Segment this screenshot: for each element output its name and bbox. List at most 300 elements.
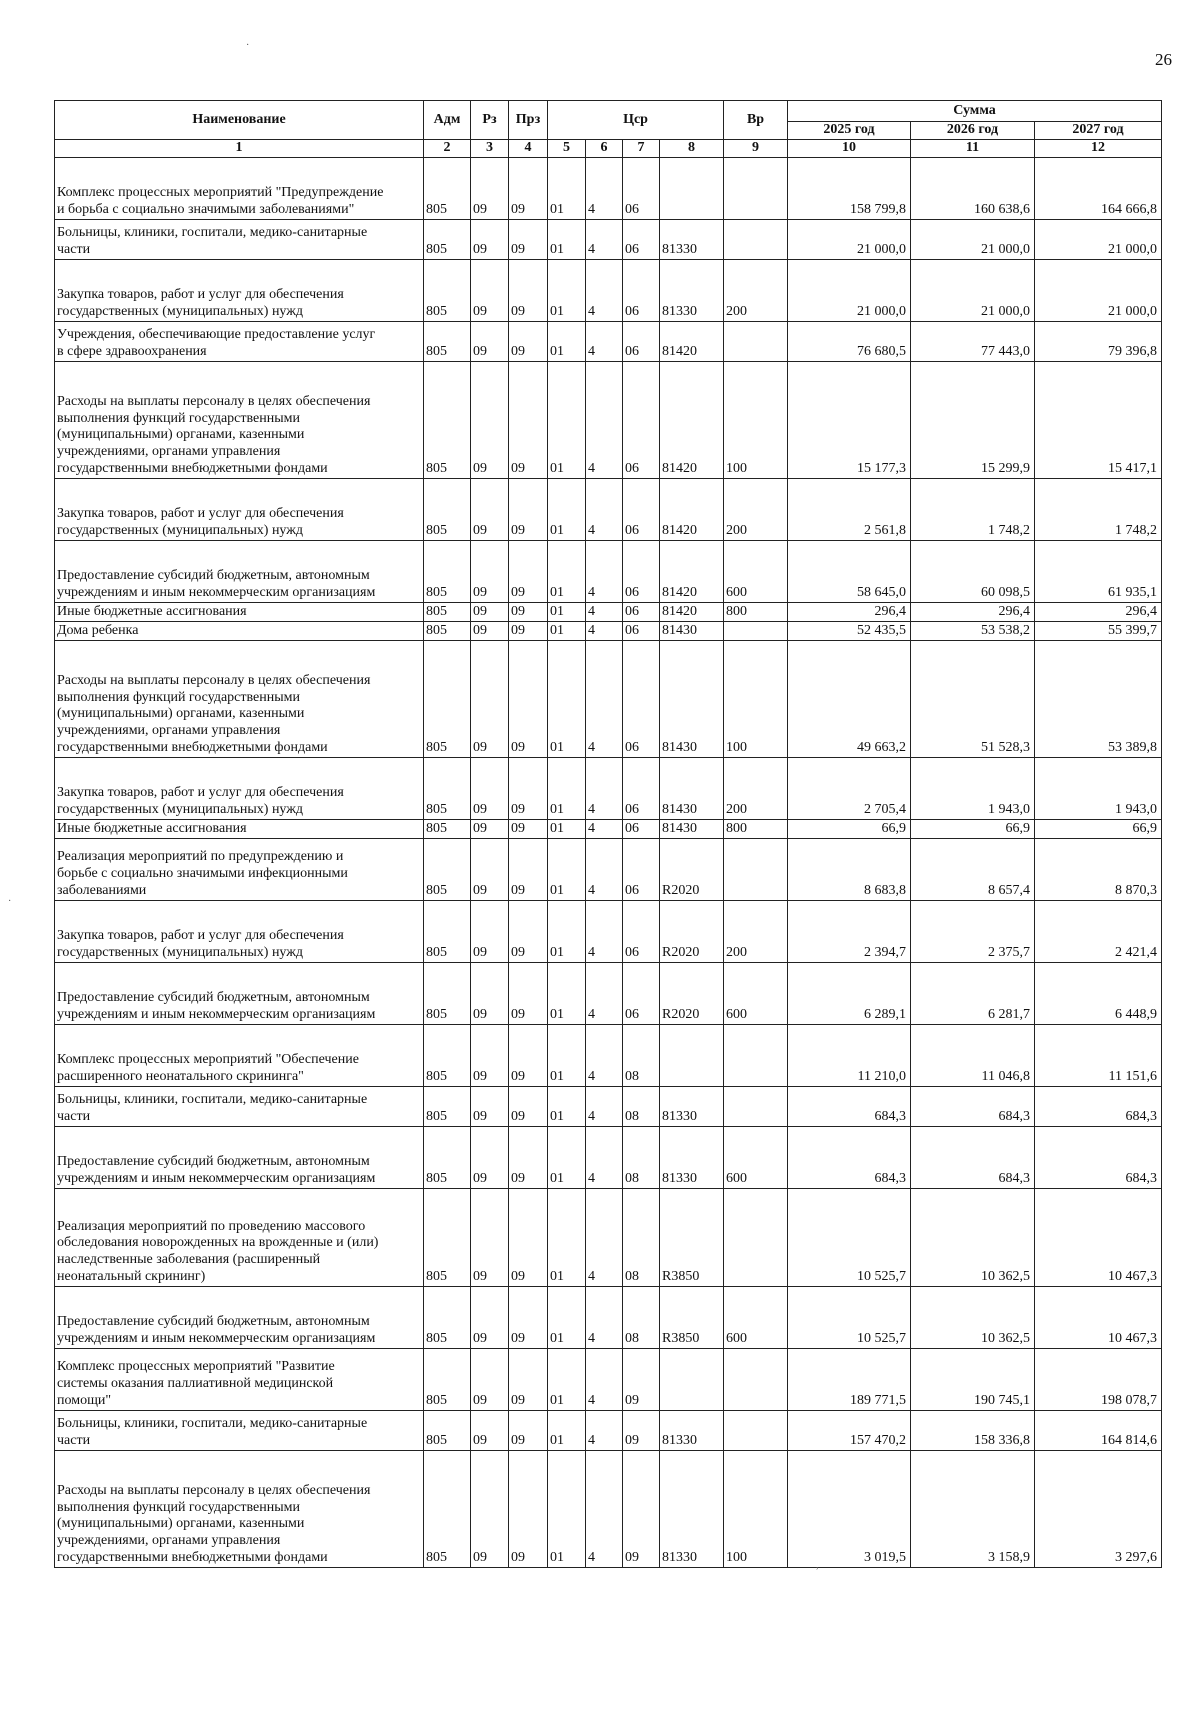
table-header: [55, 101, 1162, 158]
row-sum-2025: 684,3: [788, 1086, 911, 1126]
row-csr-6: 4: [586, 1024, 623, 1086]
row-adm: 805: [424, 540, 471, 602]
row-sum-2026: 21 000,0: [911, 259, 1035, 321]
row-sum-2026: 53 538,2: [911, 621, 1035, 640]
row-csr-7: 06: [623, 478, 660, 540]
row-csr-8: 81420: [660, 602, 724, 621]
row-sum-2025: 11 210,0: [788, 1024, 911, 1086]
row-csr-7: 08: [623, 1086, 660, 1126]
row-rz: 09: [471, 962, 509, 1024]
row-prz: 09: [509, 962, 548, 1024]
row-vr: 600: [724, 1286, 788, 1348]
row-vr: 600: [724, 962, 788, 1024]
row-name: Комплекс процессных мероприятий "Развитие системы оказания паллиативной медицинской помощи": [55, 1348, 424, 1410]
row-name: Больницы, клиники, госпитали, медико-санитарные части: [55, 1086, 424, 1126]
row-rz: 09: [471, 621, 509, 640]
table-row: [55, 757, 1162, 819]
row-csr-8: 81430: [660, 757, 724, 819]
header-rz: Рз: [471, 101, 509, 140]
col-number: 9: [724, 140, 788, 158]
table-row: [55, 1410, 1162, 1450]
row-sum-2026: 77 443,0: [911, 321, 1035, 361]
row-sum-2026: 11 046,8: [911, 1024, 1035, 1086]
table-row: [55, 838, 1162, 900]
row-csr-5: 01: [548, 1024, 586, 1086]
row-sum-2026: 3 158,9: [911, 1450, 1035, 1567]
row-vr: [724, 1024, 788, 1086]
row-csr-7: 06: [623, 962, 660, 1024]
row-sum-2027: 61 935,1: [1035, 540, 1162, 602]
table-body: [55, 157, 1162, 1567]
row-csr-8: R3850: [660, 1188, 724, 1286]
row-sum-2027: 684,3: [1035, 1126, 1162, 1188]
row-csr-5: 01: [548, 1286, 586, 1348]
table-row: [55, 1450, 1162, 1567]
row-csr-5: 01: [548, 321, 586, 361]
row-csr-5: 01: [548, 1410, 586, 1450]
row-csr-7: 06: [623, 361, 660, 478]
table-row: [55, 640, 1162, 757]
row-csr-8: 81330: [660, 1126, 724, 1188]
row-vr: [724, 838, 788, 900]
col-number: 5: [548, 140, 586, 158]
row-prz: 09: [509, 1348, 548, 1410]
row-vr: 200: [724, 900, 788, 962]
scan-speck: ,: [816, 1560, 819, 1571]
row-csr-6: 4: [586, 602, 623, 621]
header-year-2025: 2025 год: [788, 122, 911, 140]
row-prz: 09: [509, 621, 548, 640]
row-adm: 805: [424, 819, 471, 838]
row-sum-2026: 15 299,9: [911, 361, 1035, 478]
row-rz: 09: [471, 602, 509, 621]
row-rz: 09: [471, 900, 509, 962]
col-number: 12: [1035, 140, 1162, 158]
row-adm: 805: [424, 602, 471, 621]
row-sum-2027: 198 078,7: [1035, 1348, 1162, 1410]
table-row: [55, 1188, 1162, 1286]
row-csr-6: 4: [586, 478, 623, 540]
table-row: [55, 962, 1162, 1024]
row-csr-8: 81420: [660, 361, 724, 478]
row-rz: 09: [471, 540, 509, 602]
row-csr-5: 01: [548, 157, 586, 219]
row-csr-6: 4: [586, 819, 623, 838]
table-row: [55, 900, 1162, 962]
row-rz: 09: [471, 1126, 509, 1188]
row-csr-6: 4: [586, 621, 623, 640]
row-sum-2026: 1 943,0: [911, 757, 1035, 819]
row-csr-8: 81430: [660, 640, 724, 757]
table-row: [55, 219, 1162, 259]
row-csr-7: 09: [623, 1410, 660, 1450]
row-sum-2025: 10 525,7: [788, 1286, 911, 1348]
row-csr-5: 01: [548, 621, 586, 640]
row-csr-6: 4: [586, 219, 623, 259]
row-rz: 09: [471, 259, 509, 321]
col-number: 3: [471, 140, 509, 158]
row-name: Предоставление субсидий бюджетным, автономным учреждениям и иным некоммерческим организациям: [55, 540, 424, 602]
row-sum-2025: 2 394,7: [788, 900, 911, 962]
table-row: [55, 602, 1162, 621]
row-sum-2027: 1 748,2: [1035, 478, 1162, 540]
row-vr: 100: [724, 1450, 788, 1567]
row-prz: 09: [509, 1024, 548, 1086]
row-sum-2027: 10 467,3: [1035, 1286, 1162, 1348]
row-prz: 09: [509, 900, 548, 962]
row-name: Предоставление субсидий бюджетным, автономным учреждениям и иным некоммерческим организациям: [55, 1286, 424, 1348]
row-adm: 805: [424, 1024, 471, 1086]
row-sum-2026: 60 098,5: [911, 540, 1035, 602]
row-name: Больницы, клиники, госпитали, медико-санитарные части: [55, 219, 424, 259]
row-prz: 09: [509, 838, 548, 900]
row-name: Закупка товаров, работ и услуг для обеспечения государственных (муниципальных) нужд: [55, 478, 424, 540]
row-rz: 09: [471, 1410, 509, 1450]
row-csr-8: [660, 1348, 724, 1410]
row-csr-6: 4: [586, 157, 623, 219]
row-adm: 805: [424, 838, 471, 900]
row-csr-6: 4: [586, 962, 623, 1024]
row-sum-2027: 6 448,9: [1035, 962, 1162, 1024]
row-csr-7: 08: [623, 1024, 660, 1086]
page-number: 26: [1155, 50, 1172, 69]
row-prz: 09: [509, 1450, 548, 1567]
row-adm: 805: [424, 478, 471, 540]
col-number: 10: [788, 140, 911, 158]
row-csr-8: 81330: [660, 1410, 724, 1450]
row-vr: 600: [724, 1126, 788, 1188]
row-csr-5: 01: [548, 1086, 586, 1126]
row-sum-2027: 8 870,3: [1035, 838, 1162, 900]
row-csr-8: 81330: [660, 219, 724, 259]
row-csr-6: 4: [586, 1348, 623, 1410]
row-adm: 805: [424, 757, 471, 819]
row-prz: 09: [509, 361, 548, 478]
row-sum-2027: 296,4: [1035, 602, 1162, 621]
table-row: [55, 259, 1162, 321]
row-rz: 09: [471, 321, 509, 361]
col-number: 6: [586, 140, 623, 158]
header-name: Наименование: [55, 101, 424, 140]
row-csr-6: 4: [586, 1086, 623, 1126]
row-sum-2026: 66,9: [911, 819, 1035, 838]
row-adm: 805: [424, 962, 471, 1024]
row-csr-7: 06: [623, 621, 660, 640]
col-number: 2: [424, 140, 471, 158]
row-csr-8: 81420: [660, 540, 724, 602]
row-csr-5: 01: [548, 900, 586, 962]
row-prz: 09: [509, 259, 548, 321]
row-csr-6: 4: [586, 361, 623, 478]
header-adm: Адм: [424, 101, 471, 140]
row-adm: 805: [424, 621, 471, 640]
row-prz: 09: [509, 219, 548, 259]
row-vr: 200: [724, 757, 788, 819]
row-sum-2027: 684,3: [1035, 1086, 1162, 1126]
row-vr: [724, 321, 788, 361]
row-csr-6: 4: [586, 321, 623, 361]
header-sum: Сумма: [788, 101, 1162, 122]
row-prz: 09: [509, 819, 548, 838]
row-sum-2025: 15 177,3: [788, 361, 911, 478]
row-csr-8: 81420: [660, 478, 724, 540]
row-sum-2026: 10 362,5: [911, 1286, 1035, 1348]
row-prz: 09: [509, 602, 548, 621]
row-vr: [724, 621, 788, 640]
scan-speck: ·: [246, 40, 250, 51]
row-name: Закупка товаров, работ и услуг для обеспечения государственных (муниципальных) нужд: [55, 259, 424, 321]
row-csr-6: 4: [586, 540, 623, 602]
row-sum-2026: 296,4: [911, 602, 1035, 621]
row-csr-7: 08: [623, 1286, 660, 1348]
row-rz: 09: [471, 361, 509, 478]
row-rz: 09: [471, 157, 509, 219]
row-adm: 805: [424, 157, 471, 219]
row-csr-5: 01: [548, 640, 586, 757]
row-vr: [724, 219, 788, 259]
row-csr-7: 06: [623, 321, 660, 361]
row-csr-8: 81330: [660, 259, 724, 321]
row-vr: 800: [724, 819, 788, 838]
row-csr-7: 06: [623, 900, 660, 962]
row-prz: 09: [509, 757, 548, 819]
row-adm: 805: [424, 1410, 471, 1450]
row-csr-8: [660, 157, 724, 219]
row-csr-6: 4: [586, 757, 623, 819]
row-csr-8: 81420: [660, 321, 724, 361]
row-adm: 805: [424, 1086, 471, 1126]
row-prz: 09: [509, 478, 548, 540]
row-csr-6: 4: [586, 1410, 623, 1450]
row-csr-5: 01: [548, 1188, 586, 1286]
row-sum-2025: 10 525,7: [788, 1188, 911, 1286]
row-sum-2025: 6 289,1: [788, 962, 911, 1024]
row-sum-2027: 21 000,0: [1035, 219, 1162, 259]
table-row: [55, 1086, 1162, 1126]
col-number: 11: [911, 140, 1035, 158]
row-csr-7: 08: [623, 1126, 660, 1188]
table-row: [55, 1024, 1162, 1086]
row-csr-6: 4: [586, 1126, 623, 1188]
table-row: [55, 321, 1162, 361]
row-csr-7: 08: [623, 1188, 660, 1286]
row-csr-8: [660, 1024, 724, 1086]
row-csr-5: 01: [548, 361, 586, 478]
row-vr: [724, 1188, 788, 1286]
row-csr-6: 4: [586, 1450, 623, 1567]
row-rz: 09: [471, 757, 509, 819]
row-csr-7: 06: [623, 259, 660, 321]
row-csr-6: 4: [586, 838, 623, 900]
row-sum-2025: 52 435,5: [788, 621, 911, 640]
col-number: 7: [623, 140, 660, 158]
row-csr-5: 01: [548, 1126, 586, 1188]
col-number: 8: [660, 140, 724, 158]
row-csr-8: R2020: [660, 962, 724, 1024]
row-prz: 09: [509, 540, 548, 602]
row-name: Дома ребенка: [55, 621, 424, 640]
row-name: Расходы на выплаты персоналу в целях обеспечения выполнения функций государственными (муниципальными) органами, казенными учреждениями, органами управления государственными внебюджетными фондами: [55, 640, 424, 757]
table-row: [55, 361, 1162, 478]
row-name: Закупка товаров, работ и услуг для обеспечения государственных (муниципальных) нужд: [55, 757, 424, 819]
row-adm: 805: [424, 321, 471, 361]
row-sum-2025: 296,4: [788, 602, 911, 621]
row-sum-2025: 21 000,0: [788, 219, 911, 259]
row-sum-2025: 66,9: [788, 819, 911, 838]
row-rz: 09: [471, 1188, 509, 1286]
row-prz: 09: [509, 321, 548, 361]
row-sum-2025: 158 799,8: [788, 157, 911, 219]
row-prz: 09: [509, 157, 548, 219]
row-sum-2027: 15 417,1: [1035, 361, 1162, 478]
row-sum-2025: 2 561,8: [788, 478, 911, 540]
row-sum-2025: 189 771,5: [788, 1348, 911, 1410]
row-prz: 09: [509, 1286, 548, 1348]
row-vr: [724, 1086, 788, 1126]
row-csr-7: 06: [623, 219, 660, 259]
row-prz: 09: [509, 1086, 548, 1126]
row-sum-2027: 164 666,8: [1035, 157, 1162, 219]
row-sum-2026: 21 000,0: [911, 219, 1035, 259]
row-sum-2026: 1 748,2: [911, 478, 1035, 540]
row-adm: 805: [424, 1450, 471, 1567]
col-number: 1: [55, 140, 424, 158]
row-csr-7: 06: [623, 602, 660, 621]
row-name: Предоставление субсидий бюджетным, автономным учреждениям и иным некоммерческим организациям: [55, 962, 424, 1024]
row-adm: 805: [424, 900, 471, 962]
row-sum-2025: 8 683,8: [788, 838, 911, 900]
row-rz: 09: [471, 838, 509, 900]
row-sum-2026: 158 336,8: [911, 1410, 1035, 1450]
row-csr-8: R2020: [660, 838, 724, 900]
row-sum-2027: 55 399,7: [1035, 621, 1162, 640]
header-year-2027: 2027 год: [1035, 122, 1162, 140]
row-vr: 600: [724, 540, 788, 602]
budget-table: [54, 100, 1162, 1568]
row-adm: 805: [424, 1286, 471, 1348]
row-sum-2025: 2 705,4: [788, 757, 911, 819]
row-rz: 09: [471, 1450, 509, 1567]
row-csr-8: 81330: [660, 1086, 724, 1126]
row-csr-8: 81330: [660, 1450, 724, 1567]
row-sum-2027: 53 389,8: [1035, 640, 1162, 757]
row-adm: 805: [424, 259, 471, 321]
row-csr-5: 01: [548, 259, 586, 321]
row-name: Реализация мероприятий по предупреждению и борьбе с социально значимыми инфекционными заболеваниями: [55, 838, 424, 900]
row-csr-5: 01: [548, 602, 586, 621]
table-row: [55, 1286, 1162, 1348]
row-sum-2025: 49 663,2: [788, 640, 911, 757]
row-csr-7: 09: [623, 1450, 660, 1567]
row-name: Реализация мероприятий по проведению массового обследования новорожденных на врожденные и (или) наследственные заболевания (расширенный неонатальный скрининг): [55, 1188, 424, 1286]
row-sum-2027: 79 396,8: [1035, 321, 1162, 361]
row-prz: 09: [509, 640, 548, 757]
table-row: [55, 1348, 1162, 1410]
row-csr-5: 01: [548, 1348, 586, 1410]
table-row: [55, 478, 1162, 540]
row-csr-5: 01: [548, 757, 586, 819]
row-csr-8: 81430: [660, 621, 724, 640]
row-csr-8: R3850: [660, 1286, 724, 1348]
row-csr-5: 01: [548, 819, 586, 838]
row-sum-2026: 6 281,7: [911, 962, 1035, 1024]
row-sum-2025: 684,3: [788, 1126, 911, 1188]
row-prz: 09: [509, 1410, 548, 1450]
table-row: [55, 540, 1162, 602]
table-row: [55, 819, 1162, 838]
row-rz: 09: [471, 219, 509, 259]
row-sum-2026: 10 362,5: [911, 1188, 1035, 1286]
row-csr-6: 4: [586, 1286, 623, 1348]
row-adm: 805: [424, 361, 471, 478]
row-sum-2026: 8 657,4: [911, 838, 1035, 900]
table-row: [55, 621, 1162, 640]
row-sum-2026: 684,3: [911, 1126, 1035, 1188]
row-adm: 805: [424, 219, 471, 259]
header-vr: Вр: [724, 101, 788, 140]
row-csr-5: 01: [548, 219, 586, 259]
row-csr-7: 06: [623, 838, 660, 900]
row-vr: 100: [724, 640, 788, 757]
row-csr-5: 01: [548, 962, 586, 1024]
row-vr: [724, 1348, 788, 1410]
row-sum-2025: 76 680,5: [788, 321, 911, 361]
row-csr-5: 01: [548, 540, 586, 602]
row-sum-2025: 157 470,2: [788, 1410, 911, 1450]
row-rz: 09: [471, 640, 509, 757]
row-rz: 09: [471, 1086, 509, 1126]
row-name: Иные бюджетные ассигнования: [55, 819, 424, 838]
row-csr-8: R2020: [660, 900, 724, 962]
table-row: [55, 1126, 1162, 1188]
row-csr-5: 01: [548, 478, 586, 540]
row-csr-8: 81430: [660, 819, 724, 838]
row-sum-2027: 3 297,6: [1035, 1450, 1162, 1567]
row-sum-2025: 58 645,0: [788, 540, 911, 602]
row-rz: 09: [471, 1348, 509, 1410]
row-vr: 200: [724, 259, 788, 321]
row-sum-2025: 21 000,0: [788, 259, 911, 321]
row-adm: 805: [424, 1348, 471, 1410]
row-vr: 800: [724, 602, 788, 621]
row-csr-6: 4: [586, 259, 623, 321]
row-sum-2026: 160 638,6: [911, 157, 1035, 219]
header-year-2026: 2026 год: [911, 122, 1035, 140]
row-sum-2026: 684,3: [911, 1086, 1035, 1126]
row-name: Комплекс процессных мероприятий "Предупреждение и борьба с социально значимыми заболеваниями": [55, 157, 424, 219]
row-sum-2027: 10 467,3: [1035, 1188, 1162, 1286]
row-rz: 09: [471, 1024, 509, 1086]
row-sum-2026: 190 745,1: [911, 1348, 1035, 1410]
row-csr-6: 4: [586, 640, 623, 757]
row-csr-7: 06: [623, 640, 660, 757]
header-csr: Цср: [548, 101, 724, 140]
row-name: Предоставление субсидий бюджетным, автономным учреждениям и иным некоммерческим организациям: [55, 1126, 424, 1188]
table-row: [55, 157, 1162, 219]
row-sum-2027: 21 000,0: [1035, 259, 1162, 321]
row-name: Комплекс процессных мероприятий "Обеспечение расширенного неонатального скрининга": [55, 1024, 424, 1086]
row-csr-5: 01: [548, 1450, 586, 1567]
row-vr: [724, 1410, 788, 1450]
row-sum-2027: 1 943,0: [1035, 757, 1162, 819]
row-sum-2025: 3 019,5: [788, 1450, 911, 1567]
row-rz: 09: [471, 819, 509, 838]
row-name: Закупка товаров, работ и услуг для обеспечения государственных (муниципальных) нужд: [55, 900, 424, 962]
column-numbers-row: [55, 140, 1162, 158]
row-adm: 805: [424, 1188, 471, 1286]
row-csr-6: 4: [586, 900, 623, 962]
row-csr-7: 09: [623, 1348, 660, 1410]
